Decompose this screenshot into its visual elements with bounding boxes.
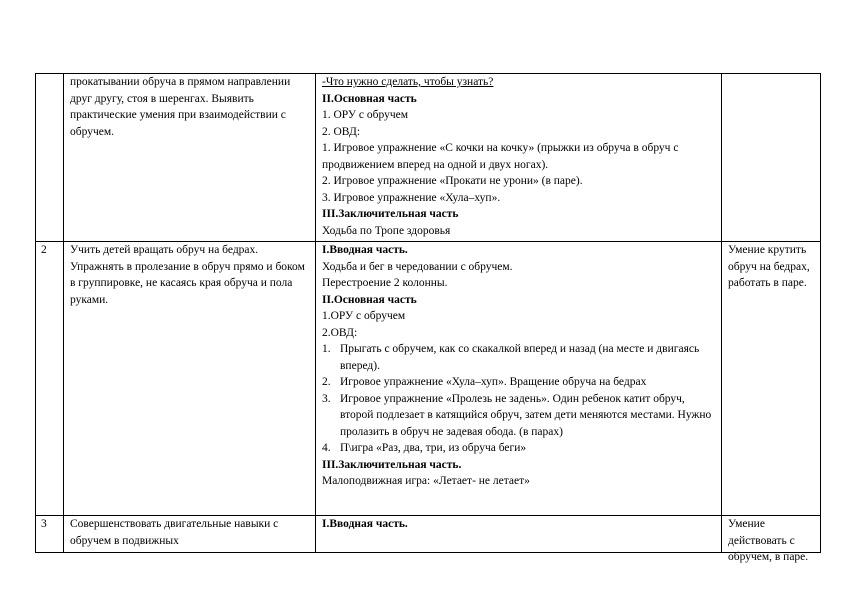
goal-text: Совершенствовать двигательные навыки с обручем в подвижных (70, 518, 279, 547)
row-number-cell: 2 (41, 244, 47, 256)
goal-cell (63, 74, 315, 241)
goal-text: прокатывании обруча в прямом направлении друг другу, стоя в шеренгах. Выявить практические умения при взаимодействии с обручем. (70, 76, 291, 138)
row-number-cell: 3 (41, 518, 47, 530)
result-cell (721, 74, 821, 241)
list-item: 3. Игровое упражнение «Пролезь не задень». Один ребенок катит обруч, второй подлезает в катящийся обруч, затем дети меняются местами. Нужно пролазить в обруч не задевая обода. (в парах) (322, 392, 712, 438)
table-row (35, 242, 821, 516)
lesson-plan-table (35, 73, 821, 563)
content-text: I.Вводная часть. Ходьба и бег в чередовании с обручем. Перестроение 2 колонны. II.Основная часть 1.ОРУ с обручем 2.ОВД: 1. Прыгать с обручем, как со скакалкой вперед и назад (на месте и двигаясь вперед). 2. Игровое упражнение «Хула–хуп». Вращение обруча на бедрах 3. Игровое упражнение «Пролезь не задень». Один ребенок катит обруч, второй подлезает в катящийся обруч, затем дети меняются местами. Нужно пролазить в обруч не задевая обода. (в парах) 4. П\игра «Раз, два, три, из обруча беги» III.Заключительная часть. Малоподвижная игра: «Летает- не летает» (316, 242, 721, 490)
result-cell: Умение действовать с обручем, в паре. (721, 516, 821, 552)
list-item: 1. Прыгать с обручем, как со скакалкой вперед и назад (на месте и двигаясь вперед). (322, 343, 700, 372)
content-text: I.Вводная часть. (322, 518, 408, 530)
content-text: -Что нужно сделать, чтобы узнать? II.Основная часть 1. ОРУ с обручем 2. ОВД: 1. Игровое упражнение «С кочки на кочку» (прыжки из обруча в обруч с продвижением вперед на одной и двух ногах). 2. Игровое упражнение «Прокати не урони» (в паре). 3. Игровое упражнение «Хула–хуп». III.Заключительная часть Ходьба по Тропе здоровья (322, 76, 679, 237)
content-cell (315, 242, 721, 515)
row-number-cell (36, 74, 63, 241)
content-cell (315, 74, 721, 241)
table-row (35, 516, 821, 563)
goal-text: Учить детей вращать обруч на бедрах. Упражнять в пролезание в обруч прямо и боком в группировке, не касаясь края обруча и пола руками. (70, 244, 305, 306)
goal-cell (63, 516, 315, 552)
list-item: 2. Игровое упражнение «Хула–хуп». Вращение обруча на бедрах (322, 376, 647, 388)
goal-cell (63, 242, 315, 515)
list-item: 4. П\игра «Раз, два, три, из обруча беги» (322, 442, 527, 454)
table-row (35, 73, 821, 242)
result-cell: Умение крутить обруч на бедрах, работать в паре. (721, 242, 821, 515)
content-cell (315, 516, 721, 552)
